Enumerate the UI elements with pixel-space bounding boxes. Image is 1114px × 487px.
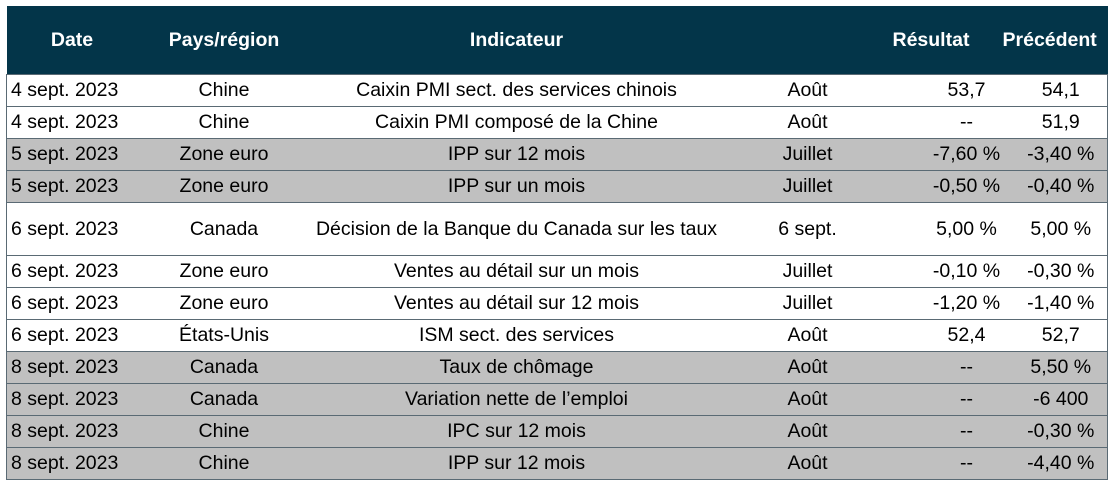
- table-row: [7, 75, 1108, 107]
- header-row: [7, 6, 1108, 75]
- cell-indicator: IPP sur 12 mois: [311, 139, 723, 171]
- table-row: [7, 320, 1108, 352]
- cell-country: Zone euro: [138, 139, 311, 171]
- cell-result: 5,00 %: [893, 203, 1003, 256]
- cell-result: --: [893, 352, 1003, 384]
- cell-result: --: [893, 416, 1003, 448]
- cell-result: -7,60 %: [893, 139, 1003, 171]
- cell-previous: 52,7: [1003, 320, 1108, 352]
- cell-indicator: Décision de la Banque du Canada sur les taux: [311, 203, 723, 256]
- table-row: [7, 416, 1108, 448]
- cell-date: 6 sept. 2023: [7, 203, 138, 256]
- cell-indicator: ISM sect. des services: [311, 320, 723, 352]
- cell-date: 4 sept. 2023: [7, 75, 138, 107]
- cell-previous: 5,00 %: [1003, 203, 1108, 256]
- cell-indicator: Ventes au détail sur un mois: [311, 256, 723, 288]
- cell-result: -0,10 %: [893, 256, 1003, 288]
- cell-previous: 5,50 %: [1003, 352, 1108, 384]
- header-country: Pays/région: [138, 6, 311, 75]
- cell-country: États-Unis: [138, 320, 311, 352]
- cell-period: Août: [723, 448, 893, 480]
- cell-date: 8 sept. 2023: [7, 448, 138, 480]
- cell-period: Juillet: [723, 288, 893, 320]
- economic-calendar-table: [6, 6, 1108, 480]
- cell-previous: -6 400: [1003, 384, 1108, 416]
- cell-country: Canada: [138, 384, 311, 416]
- header-date: Date: [7, 6, 138, 75]
- cell-indicator: Caixin PMI composé de la Chine: [311, 107, 723, 139]
- cell-period: Juillet: [723, 139, 893, 171]
- cell-date: 6 sept. 2023: [7, 320, 138, 352]
- cell-period: Août: [723, 416, 893, 448]
- cell-period: 6 sept.: [723, 203, 893, 256]
- cell-indicator: IPP sur un mois: [311, 171, 723, 203]
- cell-period: Août: [723, 107, 893, 139]
- cell-country: Chine: [138, 416, 311, 448]
- cell-date: 8 sept. 2023: [7, 416, 138, 448]
- cell-indicator: Ventes au détail sur 12 mois: [311, 288, 723, 320]
- cell-previous: 51,9: [1003, 107, 1108, 139]
- table-row: [7, 203, 1108, 256]
- table-header: [7, 6, 1108, 75]
- cell-result: --: [893, 384, 1003, 416]
- cell-period: Juillet: [723, 171, 893, 203]
- cell-country: Canada: [138, 203, 311, 256]
- table-row: [7, 384, 1108, 416]
- cell-previous: -4,40 %: [1003, 448, 1108, 480]
- cell-indicator: IPC sur 12 mois: [311, 416, 723, 448]
- cell-result: --: [893, 448, 1003, 480]
- cell-country: Canada: [138, 352, 311, 384]
- cell-date: 8 sept. 2023: [7, 384, 138, 416]
- cell-indicator: Variation nette de l’emploi: [311, 384, 723, 416]
- cell-country: Chine: [138, 75, 311, 107]
- cell-period: Août: [723, 384, 893, 416]
- cell-period: Août: [723, 352, 893, 384]
- header-period: [723, 6, 893, 75]
- cell-previous: -1,40 %: [1003, 288, 1108, 320]
- cell-previous: -3,40 %: [1003, 139, 1108, 171]
- cell-country: Zone euro: [138, 256, 311, 288]
- cell-previous: -0,30 %: [1003, 416, 1108, 448]
- cell-result: 53,7: [893, 75, 1003, 107]
- cell-previous: -0,30 %: [1003, 256, 1108, 288]
- cell-previous: -0,40 %: [1003, 171, 1108, 203]
- cell-period: Juillet: [723, 256, 893, 288]
- cell-date: 5 sept. 2023: [7, 139, 138, 171]
- table-row: [7, 256, 1108, 288]
- header-result: Résultat: [893, 6, 1003, 75]
- cell-country: Chine: [138, 107, 311, 139]
- cell-date: 8 sept. 2023: [7, 352, 138, 384]
- table-row: [7, 139, 1108, 171]
- header-previous: Précédent: [1003, 6, 1108, 75]
- table-row: [7, 448, 1108, 480]
- table-row: [7, 288, 1108, 320]
- cell-indicator: IPP sur 12 mois: [311, 448, 723, 480]
- cell-country: Zone euro: [138, 171, 311, 203]
- cell-indicator: Caixin PMI sect. des services chinois: [311, 75, 723, 107]
- cell-date: 4 sept. 2023: [7, 107, 138, 139]
- table-row: [7, 107, 1108, 139]
- cell-date: 6 sept. 2023: [7, 256, 138, 288]
- cell-result: 52,4: [893, 320, 1003, 352]
- cell-date: 5 sept. 2023: [7, 171, 138, 203]
- table-row: [7, 171, 1108, 203]
- cell-result: -1,20 %: [893, 288, 1003, 320]
- cell-result: -0,50 %: [893, 171, 1003, 203]
- cell-indicator: Taux de chômage: [311, 352, 723, 384]
- cell-country: Zone euro: [138, 288, 311, 320]
- cell-period: Août: [723, 320, 893, 352]
- table-body: [7, 75, 1108, 480]
- cell-result: --: [893, 107, 1003, 139]
- table-row: [7, 352, 1108, 384]
- header-indicator: Indicateur: [311, 6, 723, 75]
- cell-previous: 54,1: [1003, 75, 1108, 107]
- cell-country: Chine: [138, 448, 311, 480]
- cell-period: Août: [723, 75, 893, 107]
- cell-date: 6 sept. 2023: [7, 288, 138, 320]
